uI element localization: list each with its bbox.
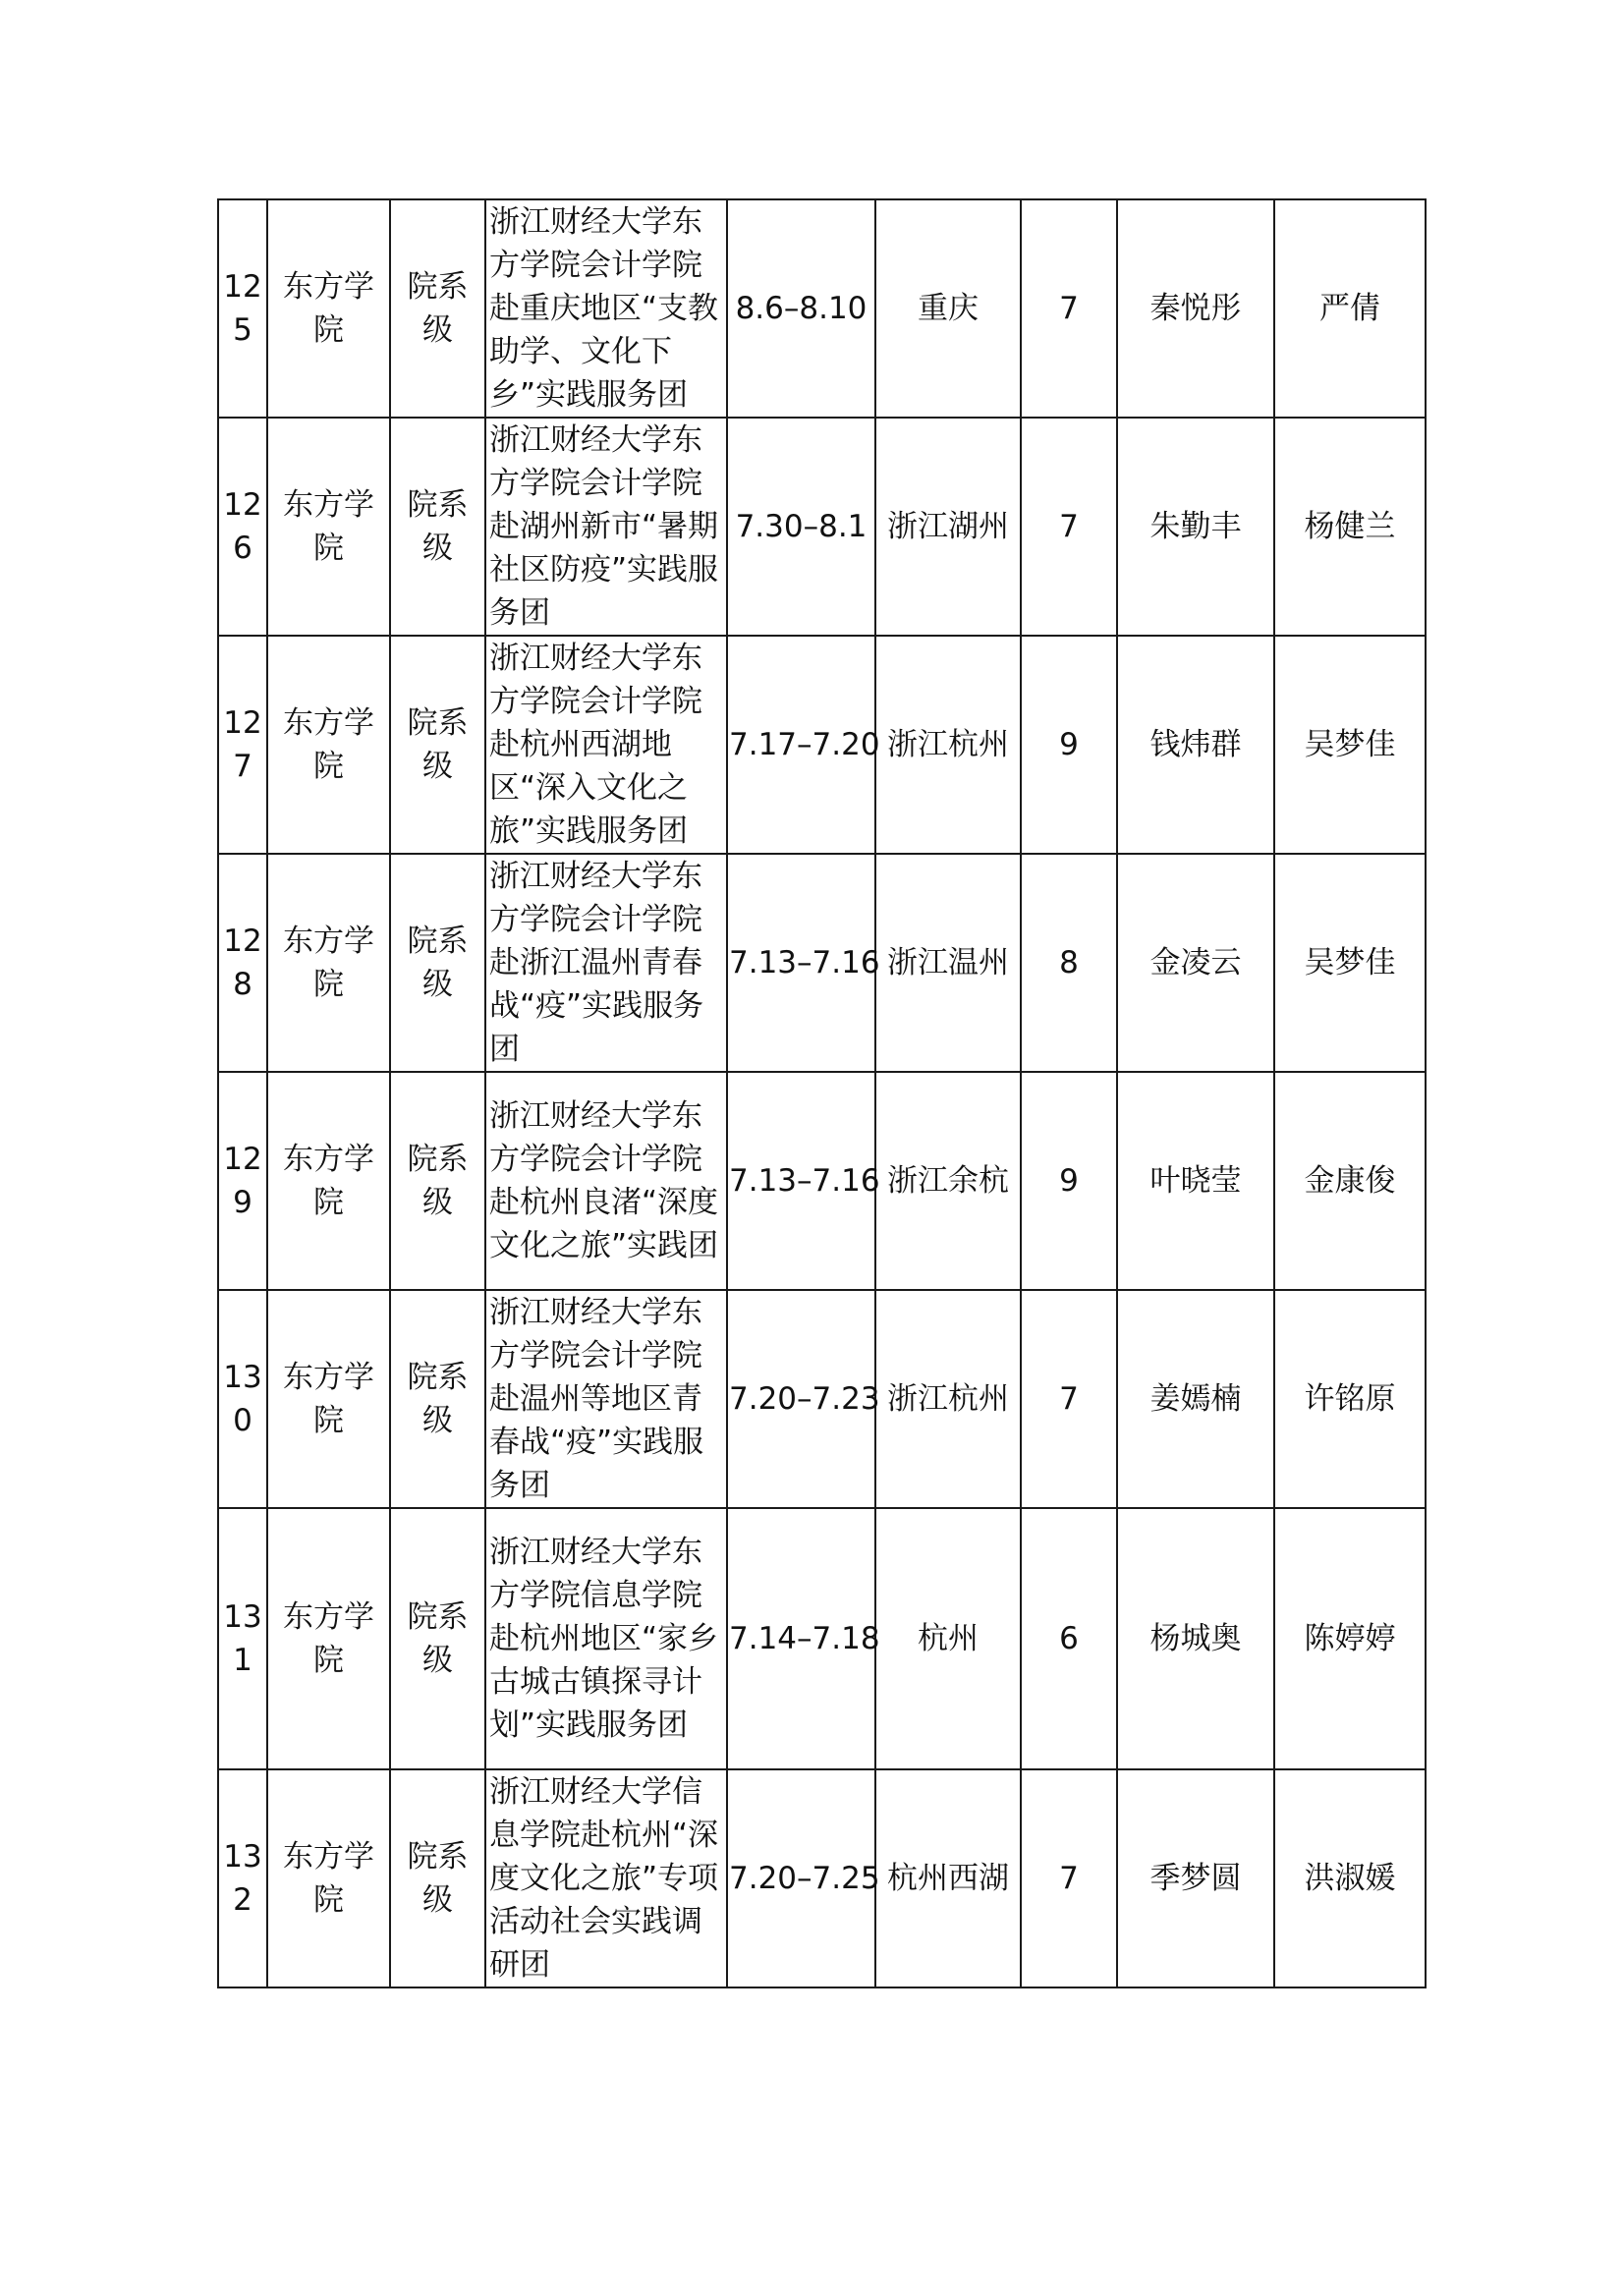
leader-cell: 叶晓莹 [1117, 1072, 1274, 1290]
leader-cell: 杨城奥 [1117, 1508, 1274, 1769]
advisor-cell: 陈婷婷 [1274, 1508, 1426, 1769]
location-cell: 浙江杭州 [875, 1290, 1021, 1508]
leader-cell: 金凌云 [1117, 854, 1274, 1072]
table-row [218, 199, 1426, 418]
row-number: 130 [218, 1290, 267, 1508]
college-cell: 东方学院 [267, 418, 390, 636]
college-cell: 东方学院 [267, 199, 390, 418]
level-cell: 院系级 [390, 199, 485, 418]
team-name-cell: 浙江财经大学东方学院会计学院赴杭州良渚“深度文化之旅”实践团 [485, 1072, 727, 1290]
members-cell: 9 [1021, 1072, 1117, 1290]
location-cell: 浙江湖州 [875, 418, 1021, 636]
team-name-cell: 浙江财经大学东方学院会计学院赴杭州西湖地区“深入文化之旅”实践服务团 [485, 636, 727, 854]
row-number: 129 [218, 1072, 267, 1290]
row-number: 132 [218, 1769, 267, 1987]
college-cell: 东方学院 [267, 636, 390, 854]
team-name-cell: 浙江财经大学东方学院会计学院赴温州等地区青春战“疫”实践服务团 [485, 1290, 727, 1508]
leader-cell: 季梦圆 [1117, 1769, 1274, 1987]
team-name-cell: 浙江财经大学东方学院信息学院赴杭州地区“家乡古城古镇探寻计划”实践服务团 [485, 1508, 727, 1769]
advisor-cell: 吴梦佳 [1274, 636, 1426, 854]
college-cell: 东方学院 [267, 1769, 390, 1987]
advisor-cell: 金康俊 [1274, 1072, 1426, 1290]
table-row [218, 418, 1426, 636]
college-cell: 东方学院 [267, 1072, 390, 1290]
leader-cell: 钱炜群 [1117, 636, 1274, 854]
row-number: 131 [218, 1508, 267, 1769]
college-cell: 东方学院 [267, 1290, 390, 1508]
advisor-cell: 许铭原 [1274, 1290, 1426, 1508]
advisor-cell: 吴梦佳 [1274, 854, 1426, 1072]
row-number: 125 [218, 199, 267, 418]
dates-cell: 7.20–7.25 [727, 1769, 875, 1987]
team-name-cell: 浙江财经大学信息学院赴杭州“深度文化之旅”专项活动社会实践调研团 [485, 1769, 727, 1987]
table-row [218, 1508, 1426, 1769]
location-cell: 杭州西湖 [875, 1769, 1021, 1987]
row-number: 127 [218, 636, 267, 854]
table-row [218, 1769, 1426, 1987]
level-cell: 院系级 [390, 418, 485, 636]
members-cell: 8 [1021, 854, 1117, 1072]
level-cell: 院系级 [390, 636, 485, 854]
college-cell: 东方学院 [267, 1508, 390, 1769]
dates-cell: 7.17–7.20 [727, 636, 875, 854]
row-number: 126 [218, 418, 267, 636]
dates-cell: 7.13–7.16 [727, 854, 875, 1072]
leader-cell: 秦悦彤 [1117, 199, 1274, 418]
team-name-cell: 浙江财经大学东方学院会计学院赴湖州新市“暑期社区防疫”实践服务团 [485, 418, 727, 636]
level-cell: 院系级 [390, 1769, 485, 1987]
members-cell: 7 [1021, 418, 1117, 636]
location-cell: 浙江余杭 [875, 1072, 1021, 1290]
dates-cell: 7.14–7.18 [727, 1508, 875, 1769]
members-cell: 7 [1021, 1290, 1117, 1508]
leader-cell: 朱勤丰 [1117, 418, 1274, 636]
table-row [218, 854, 1426, 1072]
table-row [218, 636, 1426, 854]
members-cell: 9 [1021, 636, 1117, 854]
level-cell: 院系级 [390, 1290, 485, 1508]
dates-cell: 8.6–8.10 [727, 199, 875, 418]
table-row [218, 1290, 1426, 1508]
dates-cell: 7.20–7.23 [727, 1290, 875, 1508]
advisor-cell: 严倩 [1274, 199, 1426, 418]
dates-cell: 7.13–7.16 [727, 1072, 875, 1290]
location-cell: 杭州 [875, 1508, 1021, 1769]
team-name-cell: 浙江财经大学东方学院会计学院赴浙江温州青春战“疫”实践服务团 [485, 854, 727, 1072]
advisor-cell: 洪淑媛 [1274, 1769, 1426, 1987]
members-cell: 7 [1021, 1769, 1117, 1987]
table-row [218, 1072, 1426, 1290]
members-cell: 7 [1021, 199, 1117, 418]
members-cell: 6 [1021, 1508, 1117, 1769]
advisor-cell: 杨健兰 [1274, 418, 1426, 636]
level-cell: 院系级 [390, 1072, 485, 1290]
college-cell: 东方学院 [267, 854, 390, 1072]
location-cell: 浙江杭州 [875, 636, 1021, 854]
leader-cell: 姜嫣楠 [1117, 1290, 1274, 1508]
project-table [217, 198, 1427, 1988]
location-cell: 重庆 [875, 199, 1021, 418]
team-name-cell: 浙江财经大学东方学院会计学院赴重庆地区“支教助学、文化下乡”实践服务团 [485, 199, 727, 418]
level-cell: 院系级 [390, 854, 485, 1072]
dates-cell: 7.30–8.1 [727, 418, 875, 636]
level-cell: 院系级 [390, 1508, 485, 1769]
row-number: 128 [218, 854, 267, 1072]
location-cell: 浙江温州 [875, 854, 1021, 1072]
